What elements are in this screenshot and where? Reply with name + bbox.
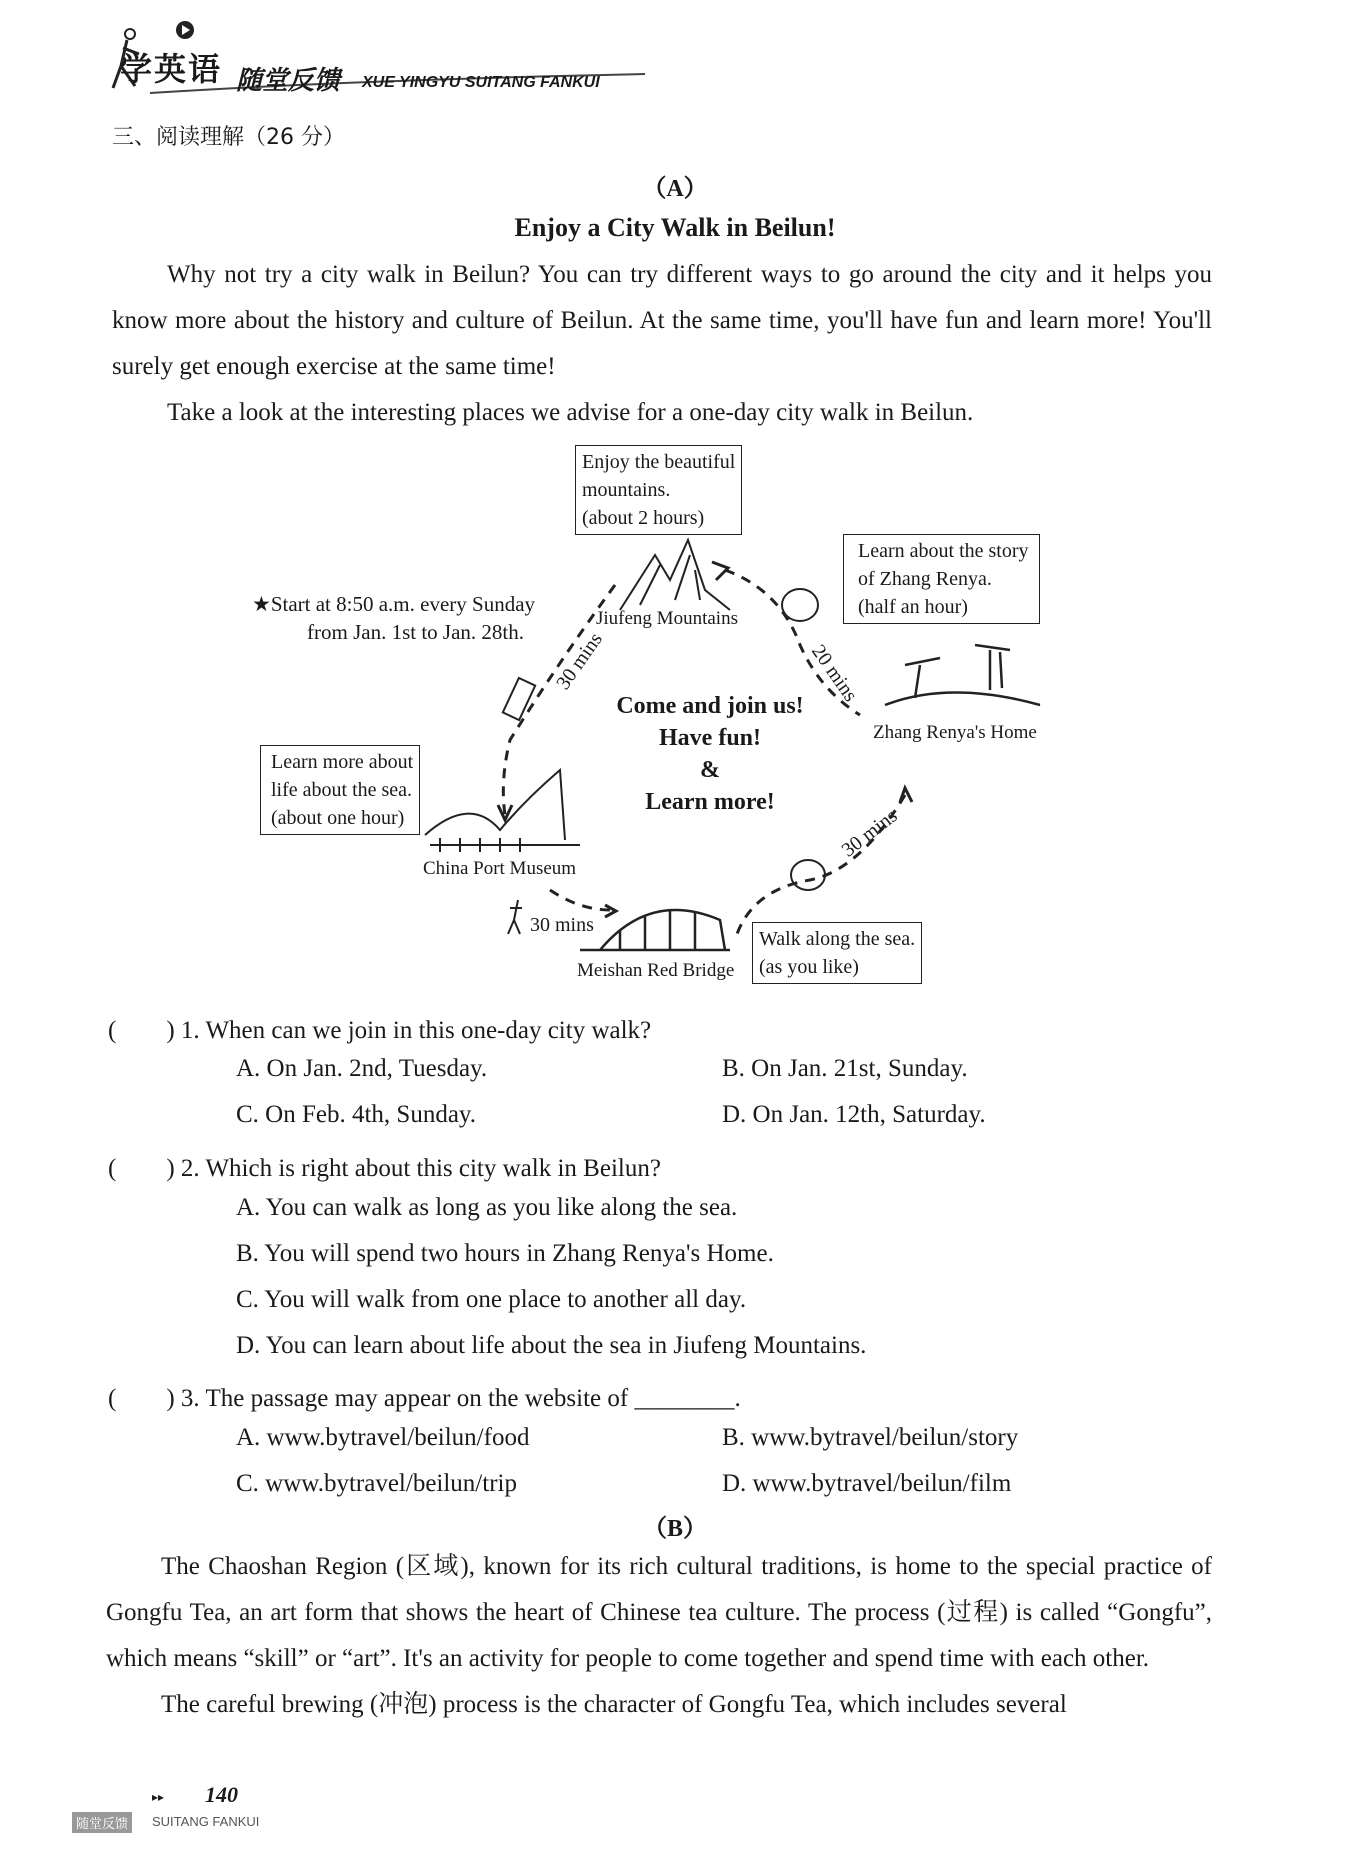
museum-icon [425, 770, 580, 852]
start-note-line-1: ★Start at 8:50 a.m. every Sunday [252, 592, 536, 616]
question-3-option-b: B. www.bytravel/beilun/story [722, 1424, 1019, 1451]
shoe-icon [503, 678, 535, 720]
time-label-museum-bridge: 30 mins [530, 914, 594, 936]
center-slogan: Come and join us! Have fun! & Learn more! [616, 693, 804, 815]
question-2-option-a: A. You can walk as long as you like along the sea. [236, 1194, 738, 1221]
place-jiufeng: Jiufeng Mountains [596, 608, 738, 629]
time-label-jiufeng-zhang: 20 mins [807, 640, 862, 706]
question-1-option-a: A. On Jan. 2nd, Tuesday. [236, 1055, 488, 1082]
header-subtitle: 随堂反馈 [236, 66, 341, 96]
header-pinyin: XUE YINGYU SUITANG FANKUI [362, 74, 600, 91]
bridge-icon [580, 910, 730, 950]
passage-b-paragraph-1: The Chaoshan Region (区域), known for its rich cultural traditions, is home to the special practice of Gongfu Tea, an art form that shows the heart of Chinese tea culture. The process (过程) is called “Gongfu”, which means “skill” or “art”. It's an activity for people to come together and spend time with each other. [106, 1553, 1212, 1672]
passage-b-body [106, 1544, 1212, 1728]
time-label-sea-zhang: 30 mins [837, 804, 902, 862]
question-2-option-c: C. You will walk from one place to another all day. [236, 1286, 747, 1313]
shell-icon [782, 589, 818, 621]
footer-tag: 随堂反馈 [72, 1812, 132, 1833]
section-title: 三、阅读理解（26 分） [112, 125, 345, 150]
question-1-option-b: B. On Jan. 21st, Sunday. [722, 1055, 968, 1082]
mountain-icon [620, 540, 730, 610]
question-3-option-a: A. www.bytravel/beilun/food [236, 1424, 530, 1451]
question-1-option-c: C. On Feb. 4th, Sunday. [236, 1101, 477, 1128]
question-1-stem: ( ) 1. When can we join in this one-day city walk? [108, 1017, 652, 1044]
box-sea-walk: Walk along the sea. (as you like) [752, 922, 922, 984]
city-walk-map [0, 440, 1350, 1000]
passage-a-paragraph-2: Take a look at the interesting places we advise for a one-day city walk in Beilun. [167, 399, 974, 426]
box-museum: Learn more about life about the sea. (about one hour) [260, 745, 420, 835]
footer-pinyin: SUITANG FANKUI [152, 1814, 260, 1829]
question-2-option-d: D. You can learn about life about the sea in Jiufeng Mountains. [236, 1332, 867, 1359]
passage-a-label: （A） [642, 176, 708, 202]
place-china-port-museum: China Port Museum [423, 858, 577, 879]
passage-b-label: （B） [642, 1516, 707, 1542]
passage-a-body [112, 252, 1212, 436]
time-label-jiufeng-museum: 30 mins [552, 628, 607, 694]
box-mountains: Enjoy the beautiful mountains. (about 2 hours) [575, 445, 742, 535]
place-meishan-red-bridge: Meishan Red Bridge [577, 960, 735, 981]
question-3-stem: ( ) 3. The passage may appear on the website of ________. [108, 1385, 741, 1412]
question-3-option-d: D. www.bytravel/beilun/film [722, 1470, 1012, 1497]
passage-a-paragraph-1: Why not try a city walk in Beilun? You can try different ways to go around the city and it helps you know more about the history and culture of Beilun. At the same time, you'll have fun and learn more! You'll surely get enough exercise at the same time! [112, 261, 1212, 380]
start-note-line-2: from Jan. 1st to Jan. 28th. [307, 620, 524, 644]
header-title: 学英语 [120, 50, 223, 88]
passage-a-title: Enjoy a City Walk in Beilun! [514, 213, 836, 242]
walker-icon [508, 900, 522, 934]
footer-arrow-icon: ▸▸ [152, 1790, 165, 1804]
question-3-option-c: C. www.bytravel/beilun/trip [236, 1470, 517, 1497]
page-number: 140 [205, 1782, 238, 1807]
box-zhang-renya: Learn about the story of Zhang Renya. (half an hour) [843, 534, 1040, 624]
question-2-option-b: B. You will spend two hours in Zhang Renya's Home. [236, 1240, 774, 1267]
place-zhang-renya-home: Zhang Renya's Home [873, 722, 1037, 743]
question-1-option-d: D. On Jan. 12th, Saturday. [722, 1101, 986, 1128]
passage-b-paragraph-2: The careful brewing (冲泡) process is the character of Gongfu Tea, which includes several [161, 1691, 1067, 1718]
question-2-stem: ( ) 2. Which is right about this city walk in Beilun? [108, 1155, 661, 1182]
shell-icon [791, 860, 825, 890]
house-icon [885, 645, 1040, 705]
